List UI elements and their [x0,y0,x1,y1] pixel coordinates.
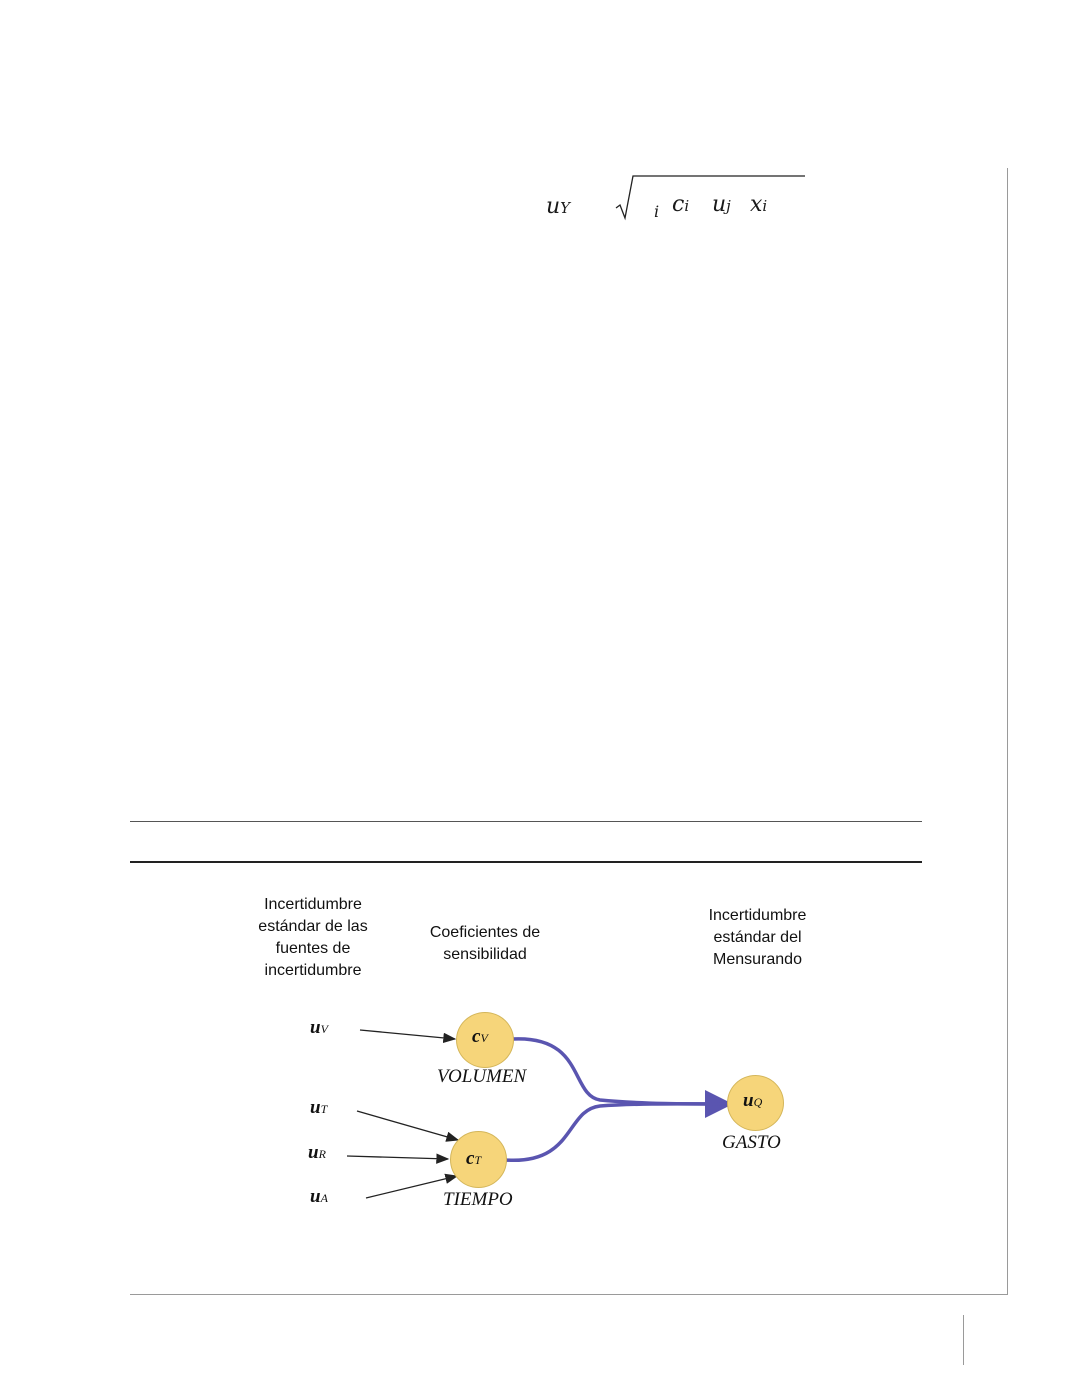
formula-uncertainty: uj [712,192,731,217]
caption-volumen: VOLUMEN [437,1066,527,1087]
flow-tiempo [505,1104,726,1160]
formula-input: xi [750,192,768,217]
caption-gasto: GASTO [722,1132,781,1153]
caption-tiempo: TIEMPO [443,1189,513,1210]
sum-index: i [654,202,660,221]
arrow-ur [347,1156,448,1159]
arrow-uv [360,1030,455,1039]
node-tiempo-label: cT [466,1148,482,1169]
formula-coefficient: ci [672,192,690,217]
header-sources: Incertidumbre estándar de las fuentes de incertidumbre [258,896,368,979]
source-ur: uR [308,1142,326,1163]
header-result: Incertidumbre estándar del Mensurando [708,907,807,968]
flow-volumen [512,1039,726,1104]
source-uv: uV [310,1017,328,1038]
arrow-ut [357,1111,458,1140]
source-ua: uA [310,1186,328,1207]
source-ut: uT [310,1097,328,1118]
header-coefficients: Coeficientes de sensibilidad [429,924,541,963]
node-volumen-label: cV [472,1026,488,1047]
node-gasto-label: uQ [743,1090,763,1111]
formula-lhs: uY [546,194,571,219]
